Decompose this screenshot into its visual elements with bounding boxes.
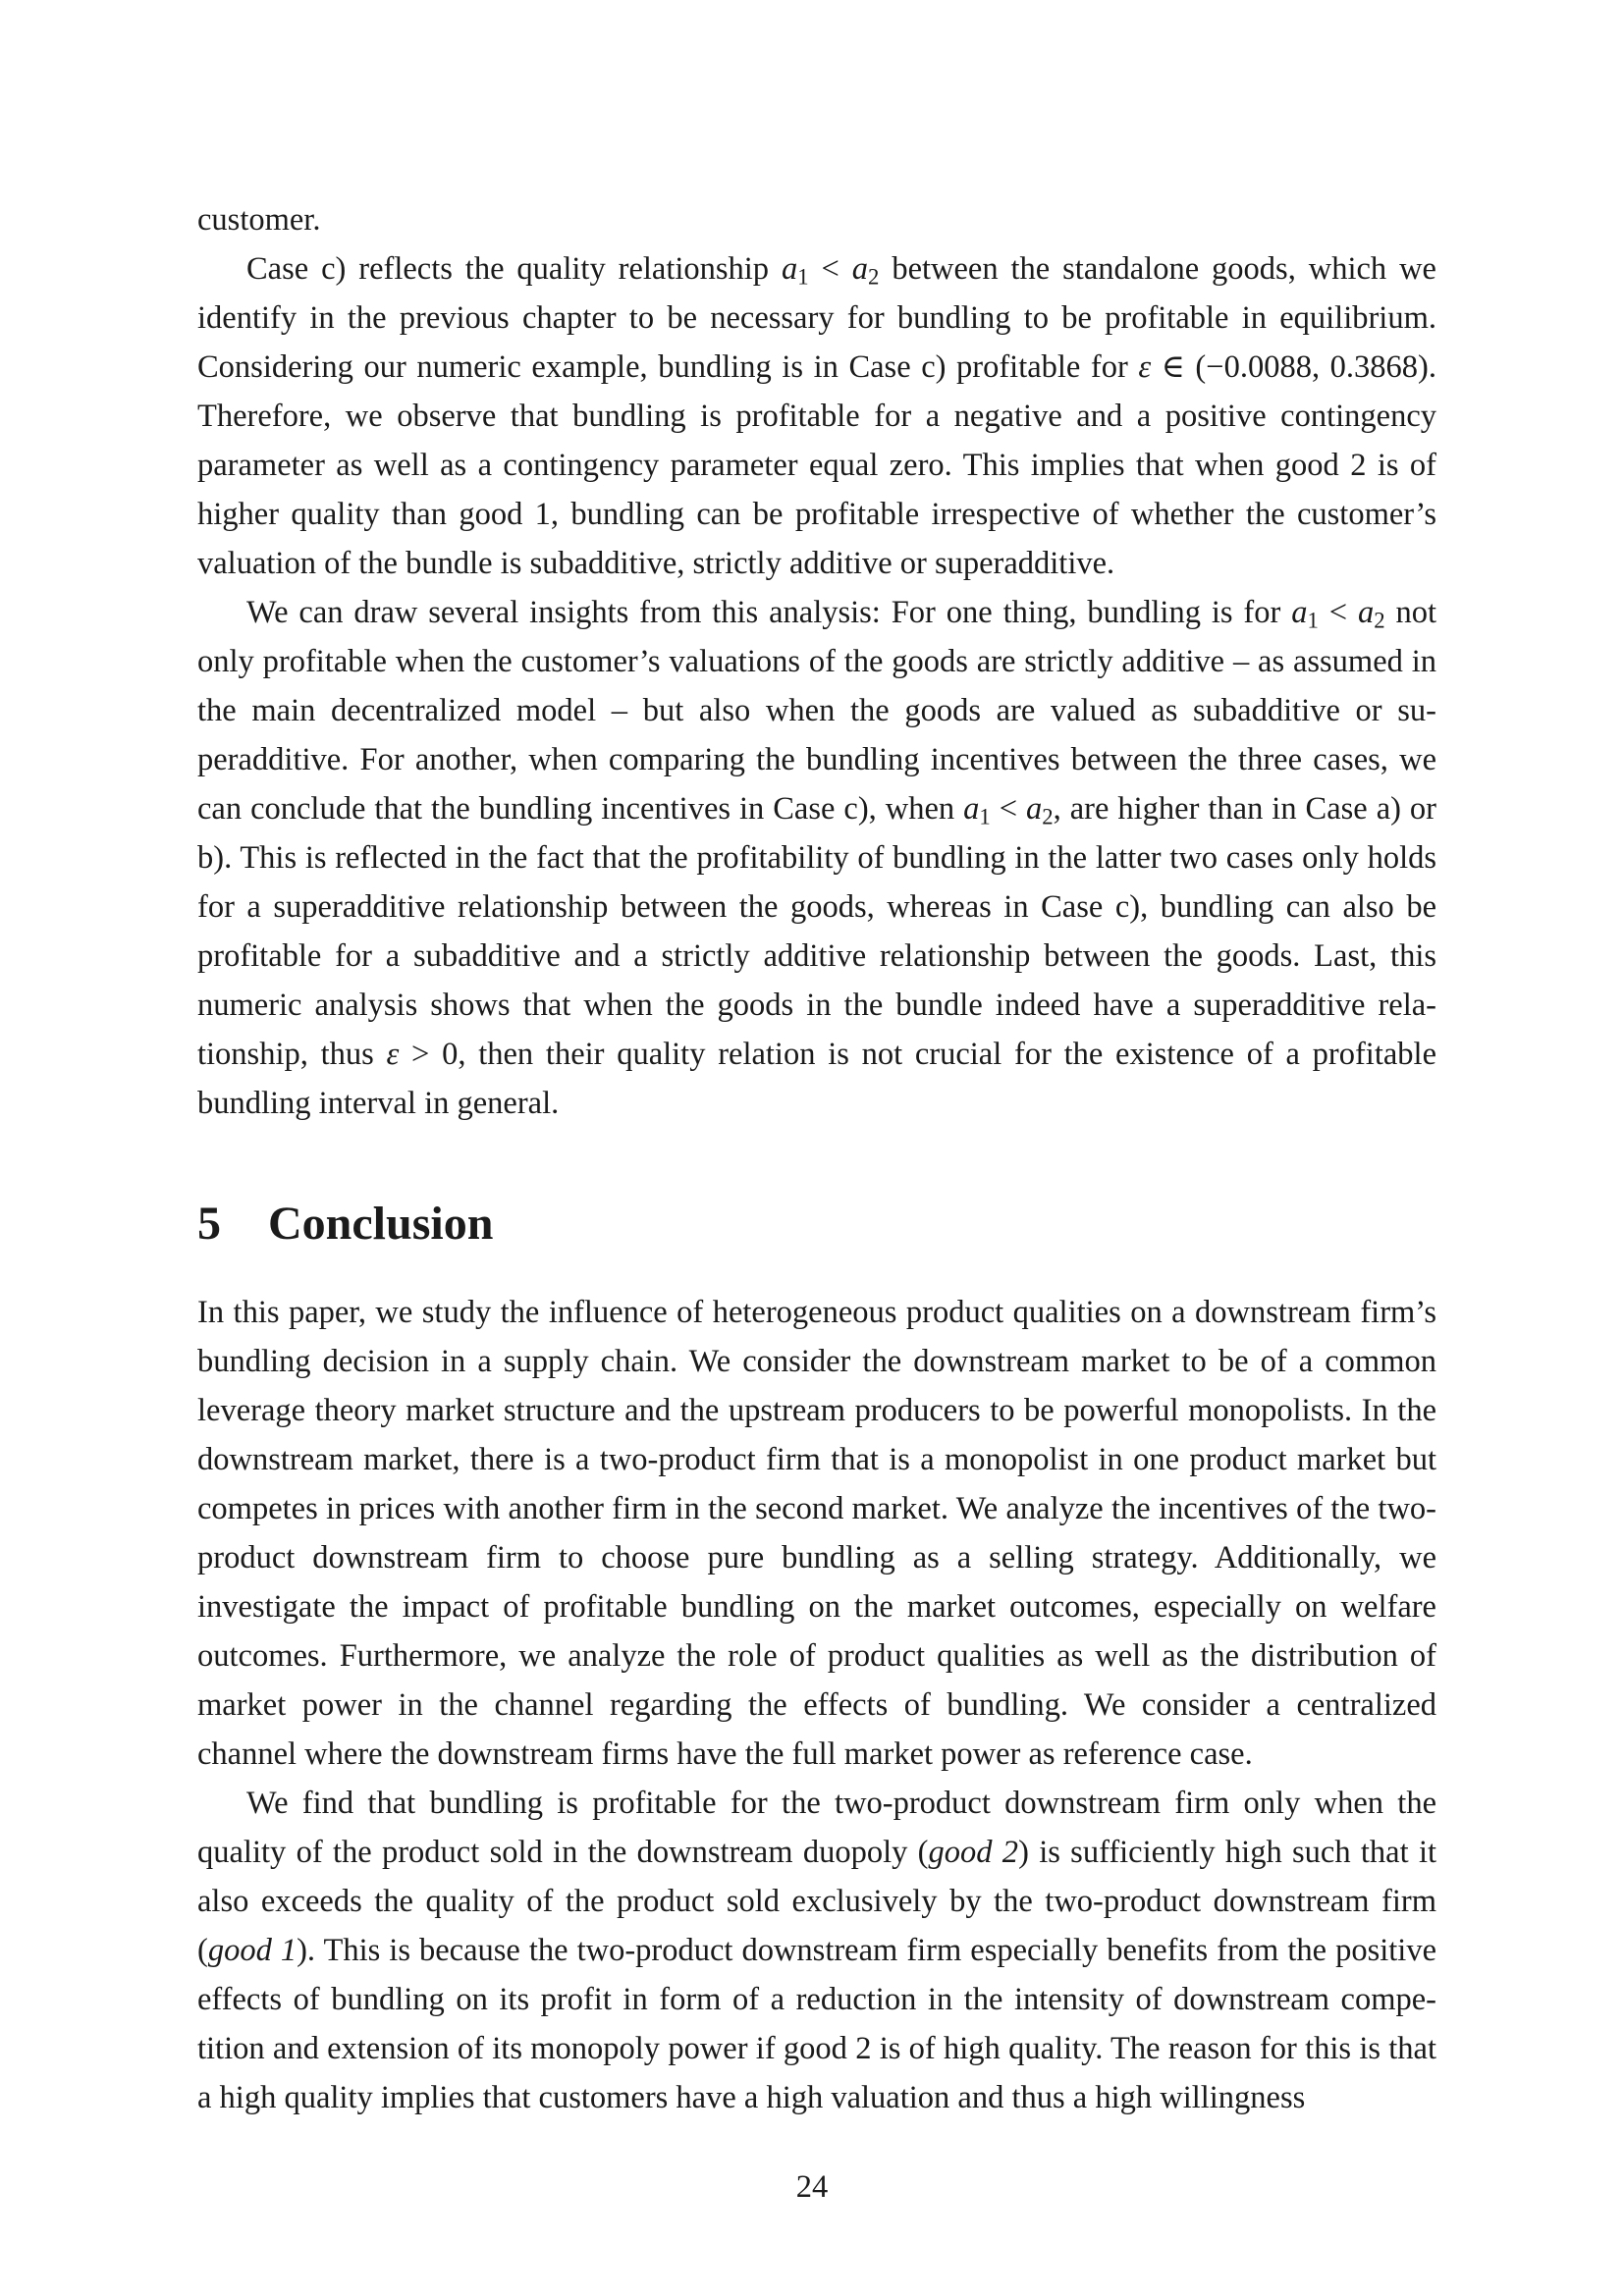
paragraph-conclusion-intro: In this paper, we study the influence of heterogeneous product qualities on a downstream firm’s bundling decision in a supply chain. We consider the downstream market to be of a common leverage theory market structure and the upstream producers to be powerful monopolists. In the downstream market, there is a two-product firm that is a monopolist in one product market but competes in prices with another firm in the second market. We analyze the incentives of the two-product downstream firm to choose pure bundling as a selling strategy. Additionally, we investigate the impact of profitable bundling on the market outcomes, especially on welfare outcomes. Furthermore, we analyze the role of product qualities as well as the distribution of market power in the channel regarding the effects of bundling. We consider a centralized channel where the downstream firms have the full market power as reference case. <box>197 1295 1436 1772</box>
body-text-conclusion <box>197 1288 1436 2122</box>
section-number: 5 <box>197 1198 221 1250</box>
paragraph-continuation: customer. <box>197 202 321 238</box>
paragraph-case-c: Case c) reflects the quality relationship $a_1 < a_2$ between the standalone goods, which we identify in the previous chapter to be necessary for bundling to be profitable in equilibrium. Considering our numeric example, bundling is in Case c) profitable for ε ∈ (−0.0088, 0.3868). Therefore, we observe that bundling is profitable for a negative and a positive contingency parameter as well as a contingency parameter equal zero. This implies that when good 2 is of higher quality than good 1, bundling can be profitable irrespective of whether the customer’s valuation of the bundle is subadditive, strictly additive or superadditive. <box>197 251 1436 581</box>
body-text-top <box>197 195 1436 1128</box>
section-heading <box>197 1195 493 1254</box>
section-title: Conclusion <box>268 1198 494 1250</box>
paragraph-insights: We can draw several insights from this analysis: For one thing, bundling is for $a_1 < a_2$ not only profitable when the customer’s valuations of the goods are strictly additive – as assumed in the main decentralized model – but also when the goods are valued as subadditive or superadditive. For another, when comparing the bundling incentives between the three cases, we can conclude that the bundling incentives in Case c), when $a_1 < a_2$, are higher than in Case a) or b). This is reflected in the fact that the profitability of bundling in the latter two cases only holds for a superadditive relationship between the goods, whereas in Case c), bundling can also be profitable for a subadditive and a strictly additive relationship between the goods. Last, this numeric analysis shows that when the goods in the bundle indeed have a superadditive relationship, thus ε > 0, then their quality relation is not crucial for the existence of a profitable bundling interval in general. <box>197 595 1436 1121</box>
paragraph-conclusion-findings: We find that bundling is profitable for the two-product downstream firm only when the quality of the product sold in the downstream duopoly (good 2) is sufficiently high such that it also exceeds the quality of the product sold exclusively by the two-product downstream firm (good 1). This is because the two-product downstream firm especially benefits from the positive effects of bundling on its profit in form of a reduction in the intensity of downstream competition and extension of its monopoly power if good 2 is of high quality. The reason for this is that a high quality implies that customers have a high valuation and thus a high willingness <box>197 1786 1437 2115</box>
page-number: 24 <box>795 2169 829 2205</box>
